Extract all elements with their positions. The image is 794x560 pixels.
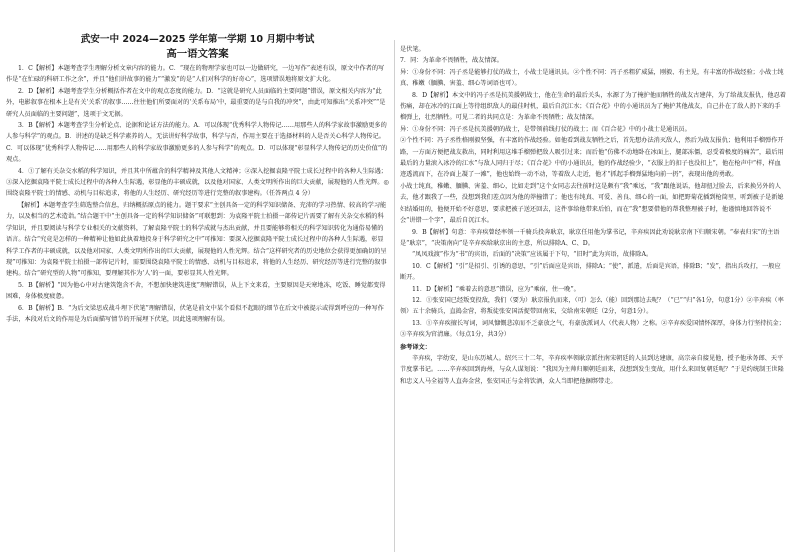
answer-paragraph: 5．B【解析】“因为他心中对古建筑饱含不舍，不想加快建筑进度”理解错误，从上下文来看，主要原因是天寒地冻，吃饭、睡觉都变得困难，身体极度疲惫。 (6, 281, 386, 301)
document-subtitle: 高一语文答案 (166, 48, 229, 60)
document-title: 武安一中 2024—2025 学年第一学期 10 月期中考试 (80, 34, 315, 45)
answer-paragraph: 小战士纯真，稚嫩、腼腆、害羞、细心，比如走到“这个女同志去往前时这是颇有“我”乘远，“我”跟他说话，他却扭过脸去，后来换另外的人去，他才跟我了一些，没想到我们差点因为他的莽撞错了；他也有纯真、可爱、善良、细心的一面，如把野菊花插到枪筒里，听到被子是新媳妇结婚用的，他便开始不好意思，要求把被子送还回去，这件事给他带来后怕，而在“我”想要借他的帮我整理被子时，他谨慎地回答说不会“讲错一个字”，最后自沉江水。 (400, 182, 784, 225)
answer-paragraph: “凤凤戏渡”作为“书”的宾语，后面的“决策”应该属于下句，“旧时”此为宾语，故排除A。 (412, 251, 653, 259)
answer-paragraph: 11．D【解析】“乘着去的意思”错误，应为“乘宿，住一晚”。 (412, 285, 580, 293)
answer-paragraph: 9．B【解析】句意：辛弃疾曾经率领一千骑兵投奔耿京，耿京任用他为掌书记，辛弃疾因此劝说耿京南下归顺宋朝。“奉表归宋”的主语是“耿京”，“决策南向”是辛弃疾给耿京出的主意，所以排除A、C、D。 (400, 228, 780, 247)
column-divider (394, 40, 395, 552)
answer-paragraph: 6．B【解析】B．“为后文梁思成战斗埋下伏笔”理解错误，伏笔是前文中某个看似不起眼的细节在后文中被提示或得到呼应的一种写作手法，本段对后文的作用是为后面描写情节的开展埋下伏笔，因此选项理解有误。 (6, 304, 384, 323)
answer-paragraph: 10．C【解析】“引”是招引、引诱的意思，“引”后面应是宾语，排除A；“使”，派遣，后面是宾语，排除B；“发”，指出兵攻打，一般应断开。 (400, 262, 781, 282)
answer-paragraph: 12．①张安国已经叛变投敌，我们（要为）耿京报仇而来，（可）怎么（能）回到那边去呢？（“已”“归”各1分，句意1分）②辛弃疾（率领）五十余骑兵，直捣金营，将叛徒张安国活捉带回南宋，交给南宋朝廷（2分，句意1分）。 (400, 296, 784, 316)
answer-paragraph: 是伏笔。 (400, 46, 425, 53)
left-column (6, 0, 389, 560)
answer-paragraph: 2．D【解析】本题考查学生分析概括作者在文中的观点态度的能力。D．“这就是研究人员面临的主要问题”错误，原文相关内容为“此外，电影叙事在根本上是有关‘关系’的叙事……往往他们所要面对的‘关系布局’中，最重要的是与自我的冲突”，由此可知推出“关系冲突”“是研究人员面临的主要问题”，选项于文无据。 (6, 87, 386, 118)
answer-paragraph: 13．①辛弃疾擅长写词，词风慷慨悲凉而不乏豪放之气，有豪放派词人（代表人物）之称。②辛弃疾爱国情怀深厚，身体力行坚持抗金；③辛弃疾为官清廉。（每点1分，共3分） (400, 319, 785, 339)
answer-paragraph: ②个性不同：冯子丞性格刚毅坚强，有丰富的作战经验。如他看到战友牺牲之后，首先想办法消灭敌人，然后为战友报仇；他利用手榴弹作开路，一方面方便把战友救出，同时利用这堆手榴弹把敌人吸引过来；而后他“仿佛不动地卧在冰面上，腿部冻僵，忍受着极度的痛苦”，最后用最后的力量滚入冰冷的江水”与敌人同归于尽；《百合花》中的小通讯员，他的作战经验少，“衣服上的扣子也没扣上”，他在枪声中“样，样血迹透流而下，在冷面上凝了一滩”，他也始终一动不动，等着敌人走近，他才“抓起手榴弹猛地向前一扔”，表现出他的勇敢。 (400, 137, 784, 179)
answer-paragraph: 【解析】本题考查学生筛选整合信息，归纳概括原点的能力。题干要求“主创具备一定的科学知识储备、充沛的学习热情、较高的学习能力，以及相当的艺术造诣。”结合题干中“主创具备一定的科学知识储备”可联想到：为袁隆平院士拍摄一部传记片需要了解有关杂交水稻的科学知识，并且要阅读与科学专业相关的文献资料，了解袁隆平院士的科学成就与杰出贡献，并且要能够将相关的科学知识转化为通俗易懂的语言。结合“究竟是怎样的一种精神让他如此执着地投身于科学研究之中”可推知：要深入挖掘袁隆平院士成长过程中的各种人生际遇，彰显科学工作者的丰硕成就，以及他对国家、人类文明所作出的巨大贡献，展现他的人性光辉。结合“这样研究者的历史地位会获得更加确切的呈现”可推知：为袁隆平院士拍摄一部传记片时，需要围绕袁隆平院士的情感、动机与目标追求，将他的人生经历、研究经历等进行完整的叙事建构。结合“研究型的人物”可推知，要理解其作为‘人’的一面，要彰显其人性光辉。 (6, 201, 387, 278)
answer-paragraph: 异：①身份不同：冯子丞是能够打仗的战士，小战士是通讯员。②个性不同：冯子丞粗犷威猛，刚毅、有主见，有丰富的作战经验；小战士纯真、稚嫩（腼腆、害羞、细心等词语也可）。 (400, 68, 784, 88)
translation-heading: 参考译文： (400, 343, 431, 351)
translation-paragraph: 辛弃疾，字幼安，是山东历城人。绍兴三十二年，辛弃疾率领耿京派往南宋朝廷的人员到达建康，高宗亲自接见他，授予他承务郎、天平节度掌书记。……辛弃疾回到海州，与众人谋划说：“我因为主帅归顺朝廷而来，没想到发生变故，用什么来回复朝廷呢？”于是约统制王世隆和忠义人马全福等人直奔金营，张安国正与金将饮酒，众人当即把他捆绑带走。 (400, 354, 784, 385)
left-column-body (6, 63, 389, 325)
answer-paragraph: 4．①了解有关杂交水稻的科学知识，并且其中所蕴含的科学精神及其他人文精神；②深入挖掘袁隆平院士成长过程中的各种人生际遇；③深入挖掘袁隆平院士成长过程中的各种人生际遇，彰显他的丰硕成就，以及他对国家、人类文明所作出的巨大贡献，展现他的人性光辉。◎围绕袁隆平院士的情感、动机与目标追求，将他的人生经历、研究经历等进行完整的叙事建构。（任答两点 4 分） (6, 167, 389, 198)
answer-paragraph: 1．C【解析】本题考查学生理解分析文章内容的能力。C．“现在的物理学家也可以一边做研究，一边写作”表述有误，原文中作者的写作是“在忙碌的科研工作之余”，并且“他们讲故事的能力”“激发”的是“人们对科学的好奇心”，选项错误地将原文扩大化。 (6, 65, 385, 84)
answer-paragraph: 异：①身份不同：冯子丞是抗美援朝的战士，是带领前线打仗的战士；而《百合花》中的小战士是通讯员。 (400, 125, 691, 133)
answer-paragraph: 7．同：为革命不畏牺牲，战友情深。 (400, 57, 503, 65)
answer-paragraph: 3．B【解析】本题考查学生分析论点、论据和论证方法的能力。A．可以体现“优秀科学人物传记……用那些人的科学家故事激励更多的人参与科学”的观点。B．讲述的是缺乏科学素养的人，无法讲好科学故事，科学与否，作用主要在于选择材料的人是否关心科学人物传记。C．可以体现“优秀科学人物传记……用那些人的科学家故事激励更多的人参与科学”的观点。D．可以体现“彰显科学人物传记的历史价值”的观点。 (6, 122, 388, 164)
answer-paragraph: 8．D【解析】本文中的冯子丞是抗美援朝战士，他在生命的最后关头，水源了为了掩护他而牺牲的战友古建萍，为了给战友报仇，他忍着伤痛，却在冰冷的江面上等待组织敌人的最佳时机，最后自沉江水；《百合花》中的小通讯员为了掩护其他战友，自己扑在了敌人扔下来的手榴弹上，壮烈牺牲。可见二者的共同点是：为革命不畏牺牲；战友情深。 (400, 91, 786, 122)
right-column (400, 44, 786, 560)
